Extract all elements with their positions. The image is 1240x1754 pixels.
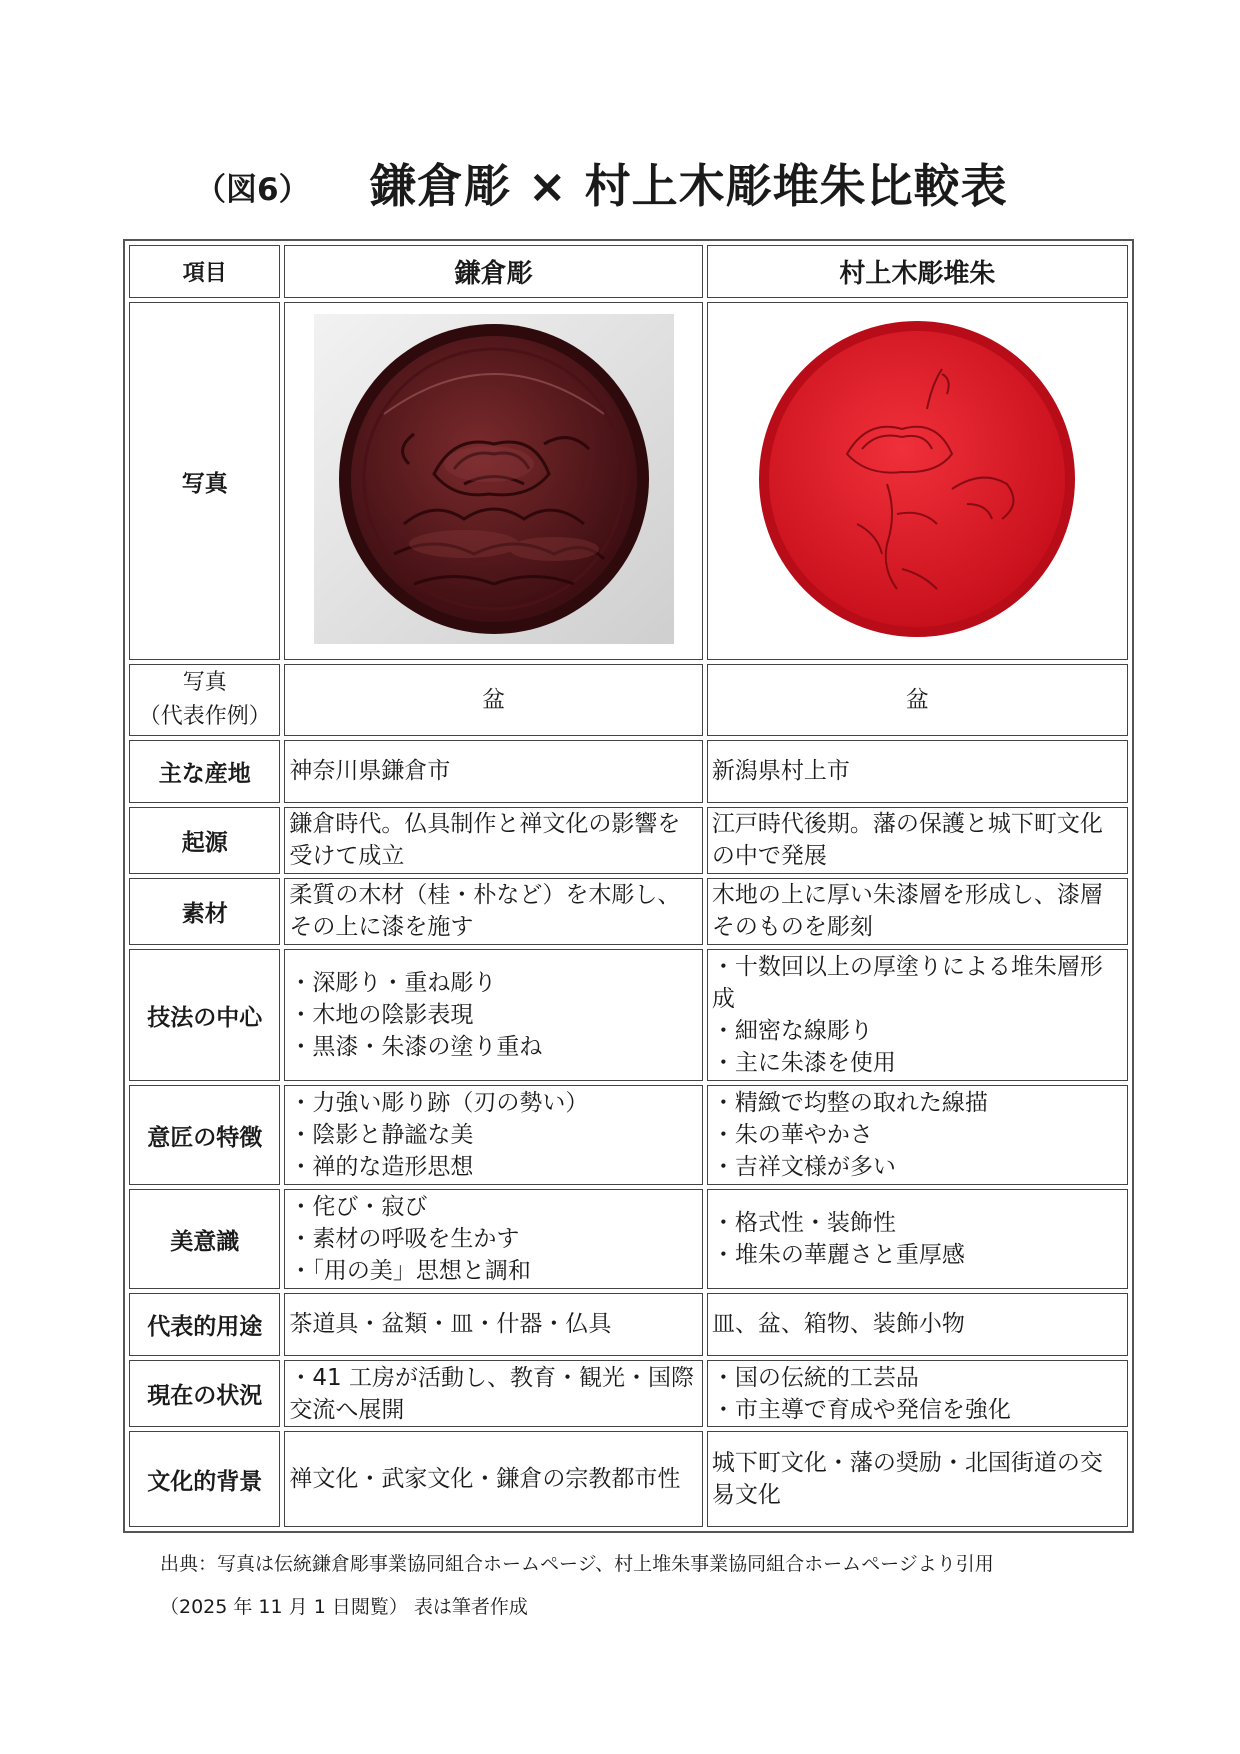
table-row [129,1189,1128,1289]
murakami-cell [707,1360,1128,1427]
cell-line: ・十数回以上の厚塗りによる堆朱層形成 [711,954,1103,1013]
row-label-usage: 代表的用途 [129,1293,280,1356]
row-label-origin: 起源 [129,807,280,874]
cell-line: 新潟県村上市 [711,758,850,785]
cell-line: 木地の上に厚い朱漆層を形成し、漆層そのものを彫刻 [711,882,1103,941]
kamakura-photo-cell [284,302,702,660]
row-label-origin-place: 主な産地 [129,740,280,803]
kamakura-cell [284,1293,702,1356]
cell-line: ・堆朱の華麗さと重厚感 [711,1242,965,1269]
kamakura-cell [284,878,702,945]
murakami-cell [707,1293,1128,1356]
kamakura-tray-image [314,314,674,644]
murakami-cell [707,807,1128,874]
row-label-technique: 技法の中心 [129,949,280,1081]
source-footnote: 出典：写真は伝統鎌倉彫事業協同組合ホームページ、村上堆朱事業協同組合ホームページより引用 [160,1553,994,1575]
table-row [129,807,1128,874]
cell-line: ・侘び・寂び [289,1194,428,1221]
kamakura-cell [284,1431,702,1527]
kamakura-cell [284,949,702,1081]
cell-line: ・精緻で均整の取れた線描 [711,1090,988,1117]
murakami-tray-image [737,314,1097,644]
cell-line: ・素材の呼吸を生かす [289,1226,520,1253]
murakami-example: 盆 [707,664,1128,735]
cell-line: ・41 工房が活動し、教育・観光・国際交流へ展開 [289,1364,694,1423]
kamakura-cell [284,1360,702,1427]
cell-line: ・細密な線彫り [711,1018,873,1045]
cell-line: ・深彫り・重ね彫り [289,970,497,997]
cell-line: 城下町文化・藩の奨励・北国街道の交易文化 [711,1450,1103,1509]
cell-line: ・主に朱漆を使用 [711,1050,896,1077]
murakami-cell [707,1189,1128,1289]
cell-line: 茶道具・盆類・皿・什器・仏具 [289,1311,612,1338]
table-row [129,949,1128,1081]
header-row [129,245,1128,298]
header-item: 項目 [129,245,280,298]
cell-line: 鎌倉時代。仏具制作と禅文化の影響を受けて成立 [289,811,681,870]
date-footnote: （2025 年 11 月 1 日閲覧） 表は筆者作成 [160,1596,528,1618]
kamakura-cell [284,740,702,803]
kamakura-cell [284,807,702,874]
row-label-photo: 写真 [129,302,280,660]
page-title [0,150,1240,220]
row-label-status: 現在の状況 [129,1360,280,1427]
cell-line: ・朱の華やかさ [711,1122,873,1149]
example-row [129,664,1128,735]
row-label-example-line1: 写真 [182,669,227,695]
murakami-cell [707,1431,1128,1527]
cell-line: ・木地の陰影表現 [289,1002,474,1029]
murakami-cell [707,878,1128,945]
cell-line: 柔質の木材（桂・朴など）を木彫し、その上に漆を施す [289,882,681,941]
figure-label: （図6） [195,172,310,208]
main-title: 鎌倉彫 × 村上木彫堆朱比較表 [370,159,1008,213]
row-label-culture: 文化的背景 [129,1431,280,1527]
cell-line: 江戸時代後期。藩の保護と城下町文化の中で発展 [711,811,1103,870]
cell-line: 皿、盆、箱物、装飾小物 [711,1311,965,1338]
photo-row [129,302,1128,660]
cell-line: ・力強い彫り跡（刃の勢い） [289,1090,589,1117]
row-label-aesthetics: 美意識 [129,1189,280,1289]
cell-line: ・国の伝統的工芸品 [711,1364,919,1391]
table-row [129,1293,1128,1356]
murakami-cell [707,949,1128,1081]
cell-line: ・格式性・装飾性 [711,1210,896,1237]
murakami-photo-cell [707,302,1128,660]
table-row [129,1360,1128,1427]
murakami-cell [707,1085,1128,1185]
cell-line: ・吉祥文様が多い [711,1154,896,1181]
table-row [129,1431,1128,1527]
header-kamakura: 鎌倉彫 [284,245,702,298]
row-label-material: 素材 [129,878,280,945]
kamakura-cell [284,1189,702,1289]
table-row [129,878,1128,945]
row-label-example-line2: （代表作例） [138,703,271,729]
row-label-example [129,664,280,735]
cell-line: ・禅的な造形思想 [289,1154,474,1181]
cell-line: ・陰影と静謐な美 [289,1122,474,1149]
cell-line: ・「用の美」思想と調和 [289,1258,531,1285]
header-murakami: 村上木彫堆朱 [707,245,1128,298]
row-label-design: 意匠の特徴 [129,1085,280,1185]
kamakura-cell [284,1085,702,1185]
cell-line: ・黒漆・朱漆の塗り重ね [289,1034,543,1061]
cell-line: 禅文化・武家文化・鎌倉の宗教都市性 [289,1466,681,1493]
kamakura-example: 盆 [284,664,702,735]
cell-line: ・市主導で育成や発信を強化 [711,1396,1011,1423]
comparison-table [123,239,1134,1533]
table-row [129,1085,1128,1185]
table-row [129,740,1128,803]
murakami-cell [707,740,1128,803]
cell-line: 神奈川県鎌倉市 [289,758,451,785]
